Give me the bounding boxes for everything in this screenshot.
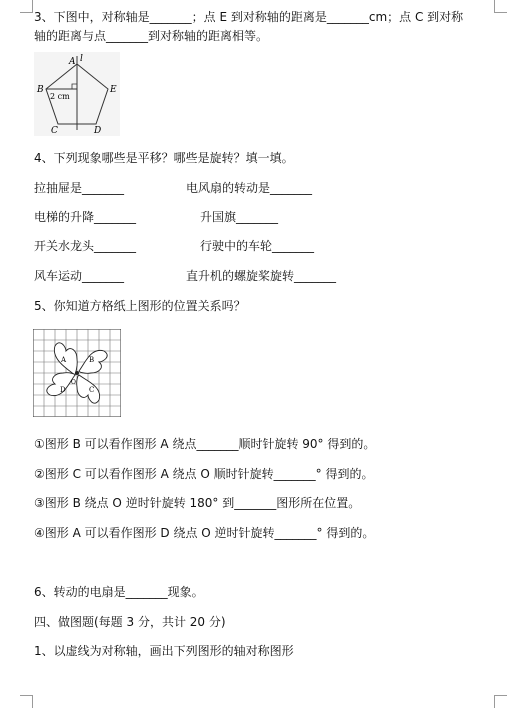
q5-item-4: ④图形 A 可以看作图形 D 绕点 O 逆时针旋转_______° 得到的。 bbox=[34, 526, 375, 540]
grid-rotation-figure bbox=[33, 329, 121, 417]
q5-item-2: ②图形 C 可以看作图形 A 绕点 O 顺时针旋转_______° 得到的。 bbox=[34, 467, 374, 481]
shape-label-B: B bbox=[89, 356, 95, 364]
page-corner-mark bbox=[20, 0, 33, 13]
q6-text: 6、转动的电扇是_______现象。 bbox=[34, 585, 204, 599]
q3-line-1: 3、下图中，对称轴是_______；点 E 到对称轴的距离是_______cm；点 C 到对称 bbox=[34, 10, 464, 24]
center-point-O bbox=[75, 371, 79, 375]
label-A: A bbox=[69, 57, 76, 67]
q4-item: 升国旗_______ bbox=[200, 210, 279, 224]
shape-label-D: D bbox=[60, 386, 66, 394]
label-l: l bbox=[80, 54, 83, 64]
q5-item-1: ①图形 B 可以看作图形 A 绕点_______顺时针旋转 90° 得到的。 bbox=[34, 437, 376, 451]
section-4-q1: 1、以虚线为对称轴，画出下列图形的轴对称图形 bbox=[34, 644, 294, 658]
label-D: D bbox=[94, 126, 102, 136]
label-C: C bbox=[51, 126, 58, 136]
q4-item: 电风扇的转动是_______ bbox=[186, 181, 313, 195]
point-label-O: O bbox=[71, 379, 76, 386]
shape-label-C: C bbox=[89, 386, 95, 394]
page-corner-mark bbox=[494, 0, 507, 13]
q3-line-2: 轴的距离与点_______到对称轴的距离相等。 bbox=[34, 29, 269, 43]
q5-title: 5、你知道方格纸上图形的位置关系吗？ bbox=[34, 299, 246, 313]
q4-item: 直升机的螺旋桨旋转_______ bbox=[186, 269, 337, 283]
page-corner-mark bbox=[20, 695, 33, 708]
label-B: B bbox=[37, 85, 44, 95]
shape-label-A: A bbox=[61, 356, 67, 364]
q4-item: 风车运动_______ bbox=[34, 269, 125, 283]
q4-item: 拉抽屉是_______ bbox=[34, 181, 125, 195]
q4-title: 4、下列现象哪些是平移？哪些是旋转？填一填。 bbox=[34, 151, 294, 165]
q4-item: 电梯的升降_______ bbox=[34, 210, 137, 224]
q4-item: 开关水龙头_______ bbox=[34, 239, 137, 253]
pentagon-figure bbox=[34, 52, 120, 136]
q5-item-3: ③图形 B 绕点 O 逆时针旋转 180° 到_______图形所在位置。 bbox=[34, 496, 361, 510]
label-E: E bbox=[110, 85, 117, 95]
section-4-heading: 四、做图题(每题 3 分，共计 20 分) bbox=[34, 615, 226, 629]
page-corner-mark bbox=[494, 695, 507, 708]
q4-item: 行驶中的车轮_______ bbox=[200, 239, 315, 253]
dimension-label: 2 cm bbox=[50, 92, 70, 101]
